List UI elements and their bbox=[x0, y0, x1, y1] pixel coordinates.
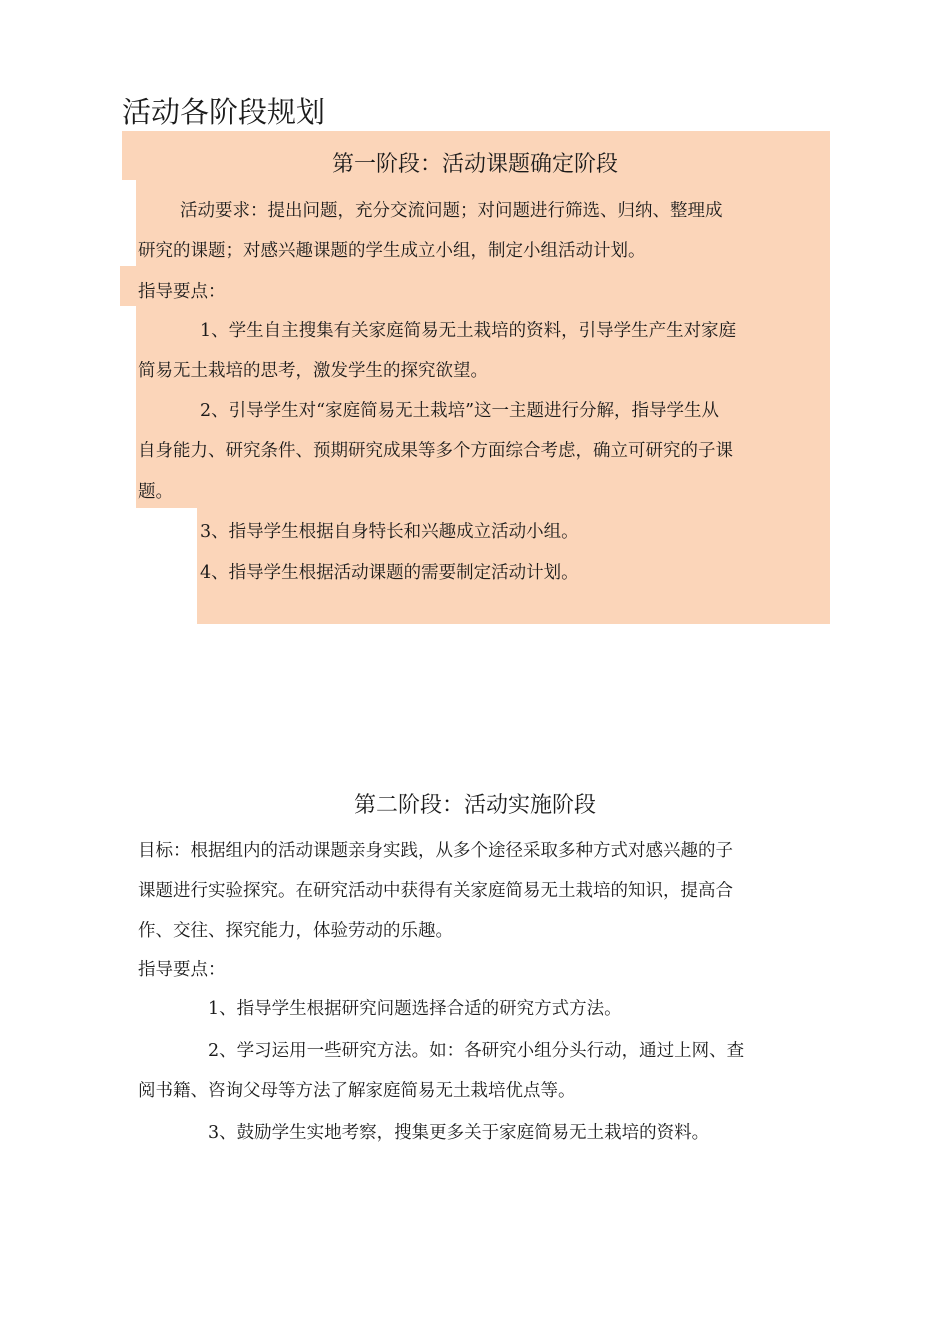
stage2-goal-line: 作、交往、探究能力，体验劳动的乐趣。 bbox=[138, 921, 453, 941]
stage2-goal-line: 课题进行实验探究。在研究活动中获得有关家庭简易无土栽培的知识，提高合 bbox=[138, 881, 733, 901]
stage2-heading: 第二阶段：活动实施阶段 bbox=[353, 793, 596, 818]
stage2-goal-line: 目标：根据组内的活动课题亲身实践，从多个途径采取多种方式对感兴趣的子 bbox=[138, 841, 733, 861]
stage1-guide-label: 指导要点： bbox=[138, 282, 226, 302]
stage2-point1: 1、指导学生根据研究问题选择合适的研究方式方法。 bbox=[208, 999, 622, 1019]
stage1-requirement-line: 研究的课题；对感兴趣课题的学生成立小组，制定小组活动计划。 bbox=[138, 241, 646, 261]
stage1-requirement-line: 活动要求：提出问题，充分交流问题；对问题进行筛选、归纳、整理成 bbox=[180, 201, 723, 221]
highlight-block bbox=[120, 266, 830, 306]
stage1-point1-line: 1、学生自主搜集有关家庭简易无土栽培的资料，引导学生产生对家庭 bbox=[200, 321, 737, 341]
stage1-point2-line: 2、引导学生对“家庭简易无土栽培”这一主题进行分解，指导学生从 bbox=[200, 401, 720, 421]
stage1-heading: 第一阶段：活动课题确定阶段 bbox=[331, 152, 618, 177]
stage2-point2-line: 2、学习运用一些研究方法。如：各研究小组分头行动，通过上网、查 bbox=[208, 1041, 745, 1061]
stage2-guide-label: 指导要点： bbox=[138, 960, 226, 980]
stage1-point1-line: 简易无土栽培的思考，激发学生的探究欲望。 bbox=[138, 361, 488, 381]
stage2-point3: 3、鼓励学生实地考察，搜集更多关于家庭简易无土栽培的资料。 bbox=[208, 1123, 710, 1143]
stage1-point2-line: 题。 bbox=[138, 482, 173, 502]
stage2-point2-line: 阅书籍、咨询父母等方法了解家庭简易无土栽培优点等。 bbox=[138, 1081, 576, 1101]
stage1-point2-line: 自身能力、研究条件、预期研究成果等多个方面综合考虑，确立可研究的子课 bbox=[138, 441, 733, 461]
page-title: 活动各阶段规划 bbox=[122, 95, 326, 129]
stage1-point3: 3、指导学生根据自身特长和兴趣成立活动小组。 bbox=[200, 522, 579, 542]
stage1-point4: 4、指导学生根据活动课题的需要制定活动计划。 bbox=[200, 563, 579, 583]
